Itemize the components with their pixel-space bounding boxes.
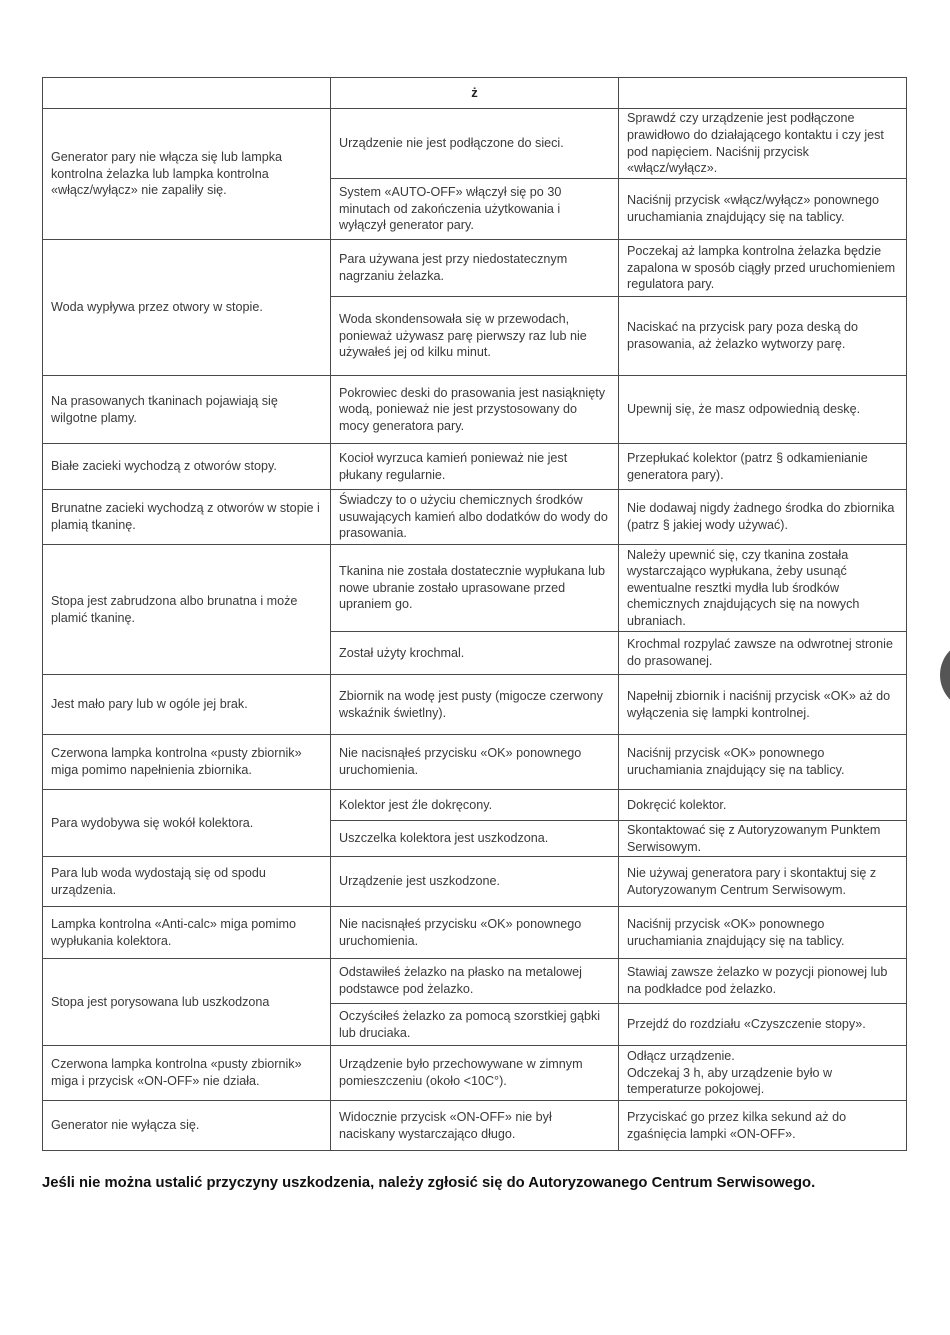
table-body [43,109,907,1151]
table-row [43,545,907,632]
cause-cell: Pokrowiec deski do prasowania jest nasiąknięty wodą, ponieważ nie jest przystosowany do mocy generatora pary. [331,376,619,444]
service-note: Jeśli nie można ustalić przyczyny uszkodzenia, należy zgłosić się do Autoryzowanego Centrum Serwisowego. [42,1175,816,1191]
problem-cell: Czerwona lampka kontrolna «pusty zbiornik» miga pomimo napełnienia zbiornika. [43,735,331,790]
problem-cell: Para lub woda wydostają się od spodu urządzenia. [43,857,331,907]
table-row [43,1101,907,1151]
table-row [43,790,907,821]
table-row [43,675,907,735]
problem-cell: Białe zacieki wychodzą z otworów stopy. [43,444,331,490]
cause-cell: Kolektor jest źle dokręcony. [331,790,619,821]
remedy-cell: Dokręcić kolektor. [619,790,907,821]
table-row [43,907,907,959]
cause-cell: Urządzenie jest uszkodzone. [331,857,619,907]
cause-cell: Urządzenie było przechowywane w zimnym pomieszczeniu (około <10C°). [331,1046,619,1101]
cause-cell: Uszczelka kolektora jest uszkodzona. [331,821,619,857]
remedy-cell: Skontaktować się z Autoryzowanym Punktem Serwisowym. [619,821,907,857]
cause-cell: Tkanina nie została dostatecznie wypłukana lub nowe ubranie zostało uprasowane przed upraniem go. [331,545,619,632]
cause-cell: Zbiornik na wodę jest pusty (migocze czerwony wskaźnik świetlny). [331,675,619,735]
table-row [43,109,907,179]
remedy-cell: Naciśnij przycisk «włącz/wyłącz» ponownego uruchamiania znajdujący się na tablicy. [619,179,907,240]
table-row [43,376,907,444]
remedy-cell: Należy upewnić się, czy tkanina została wystarczająco wypłukana, żeby usunąć ewentualne resztki mydła lub środków chemicznych znajdujących się na nowych ubraniach. [619,545,907,632]
header-problem [43,78,331,109]
header-remedy [619,78,907,109]
remedy-cell: Nie dodawaj nigdy żadnego środka do zbiornika (patrz § jakiej wody używać). [619,490,907,545]
remedy-cell: Przepłukać kolektor (patrz § odkamienianie generatora pary). [619,444,907,490]
cause-cell: Nie nacisnąłeś przycisku «OK» ponownego uruchomienia. [331,735,619,790]
table-row [43,490,907,545]
remedy-cell: Przyciskać go przez kilka sekund aż do zgaśnięcia lampki «ON-OFF». [619,1101,907,1151]
cause-cell: Odstawiłeś żelazko na płasko na metalowej podstawce pod żelazko. [331,959,619,1004]
table-row [43,1046,907,1101]
cause-cell: Woda skondensowała się w przewodach, ponieważ używasz parę pierwszy raz lub nie używałeś jej od kilku minut. [331,297,619,376]
problem-cell: Czerwona lampka kontrolna «pusty zbiornik» miga i przycisk «ON-OFF» nie działa. [43,1046,331,1101]
cause-cell: Widocznie przycisk «ON-OFF» nie był naciskany wystarczająco długo. [331,1101,619,1151]
cause-cell: Oczyściłeś żelazko za pomocą szorstkiej gąbki lub druciaka. [331,1004,619,1046]
remedy-cell: Upewnij się, że masz odpowiednią deskę. [619,376,907,444]
problem-cell: Woda wypływa przez otwory w stopie. [43,240,331,376]
problem-cell: Stopa jest zabrudzona albo brunatna i może plamić tkaninę. [43,545,331,675]
header-cause: ż [331,78,619,109]
remedy-cell: Naciśnij przycisk «OK» ponownego uruchamiania znajdujący się na tablicy. [619,735,907,790]
table-row [43,959,907,1004]
table-row [43,240,907,297]
remedy-cell: Krochmal rozpylać zawsze na odwrotnej stronie do prasowanej. [619,632,907,675]
table-row [43,444,907,490]
problem-cell: Brunatne zacieki wychodzą z otworów w stopie i plamią tkaninę. [43,490,331,545]
remedy-cell: Napełnij zbiornik i naciśnij przycisk «OK» aż do wyłączenia się lampki kontrolnej. [619,675,907,735]
cause-cell: Świadczy to o użyciu chemicznych środków usuwających kamień albo dodatków do wody do prasowania. [331,490,619,545]
remedy-cell: Naciskać na przycisk pary poza deską do prasowania, aż żelazko wytworzy parę. [619,297,907,376]
troubleshooting-table [42,77,907,1151]
remedy-cell: Naciśnij przycisk «OK» ponownego uruchamiania znajdujący się na tablicy. [619,907,907,959]
problem-cell: Jest mało pary lub w ogóle jej brak. [43,675,331,735]
problem-cell: Na prasowanych tkaninach pojawiają się wilgotne plamy. [43,376,331,444]
table-row [43,735,907,790]
problem-cell: Stopa jest porysowana lub uszkodzona [43,959,331,1046]
cause-cell: Urządzenie nie jest podłączone do sieci. [331,109,619,179]
section-tab-marker [940,640,950,710]
remedy-cell: Nie używaj generatora pary i skontaktuj się z Autoryzowanym Centrum Serwisowym. [619,857,907,907]
remedy-cell: Odłącz urządzenie. Odczekaj 3 h, aby urządzenie było w temperaturze pokojowej. [619,1046,907,1101]
problem-cell: Generator nie wyłącza się. [43,1101,331,1151]
table-row [43,857,907,907]
cause-cell: Para używana jest przy niedostatecznym nagrzaniu żelazka. [331,240,619,297]
remedy-cell: Sprawdź czy urządzenie jest podłączone prawidłowo do działającego kontaktu i czy jest pod napięciem. Naciśnij przycisk «włącz/wyłącz». [619,109,907,179]
problem-cell: Generator pary nie włącza się lub lampka kontrolna żelazka lub lampka kontrolna «włącz/wyłącz» nie zapaliły się. [43,109,331,240]
remedy-cell: Stawiaj zawsze żelazko w pozycji pionowej lub na podkładce pod żelazko. [619,959,907,1004]
table-header-row [43,78,907,109]
cause-cell: Nie nacisnąłeś przycisku «OK» ponownego uruchomienia. [331,907,619,959]
problem-cell: Para wydobywa się wokół kolektora. [43,790,331,857]
problem-cell: Lampka kontrolna «Anti-calc» miga pomimo wypłukania kolektora. [43,907,331,959]
cause-cell: Został użyty krochmal. [331,632,619,675]
remedy-cell: Przejdź do rozdziału «Czyszczenie stopy». [619,1004,907,1046]
cause-cell: Kocioł wyrzuca kamień ponieważ nie jest płukany regularnie. [331,444,619,490]
remedy-cell: Poczekaj aż lampka kontrolna żelazka będzie zapalona w sposób ciągły przed uruchomieniem regulatora pary. [619,240,907,297]
cause-cell: System «AUTO-OFF» włączył się po 30 minutach od zakończenia użytkowania i wyłączył generator pary. [331,179,619,240]
